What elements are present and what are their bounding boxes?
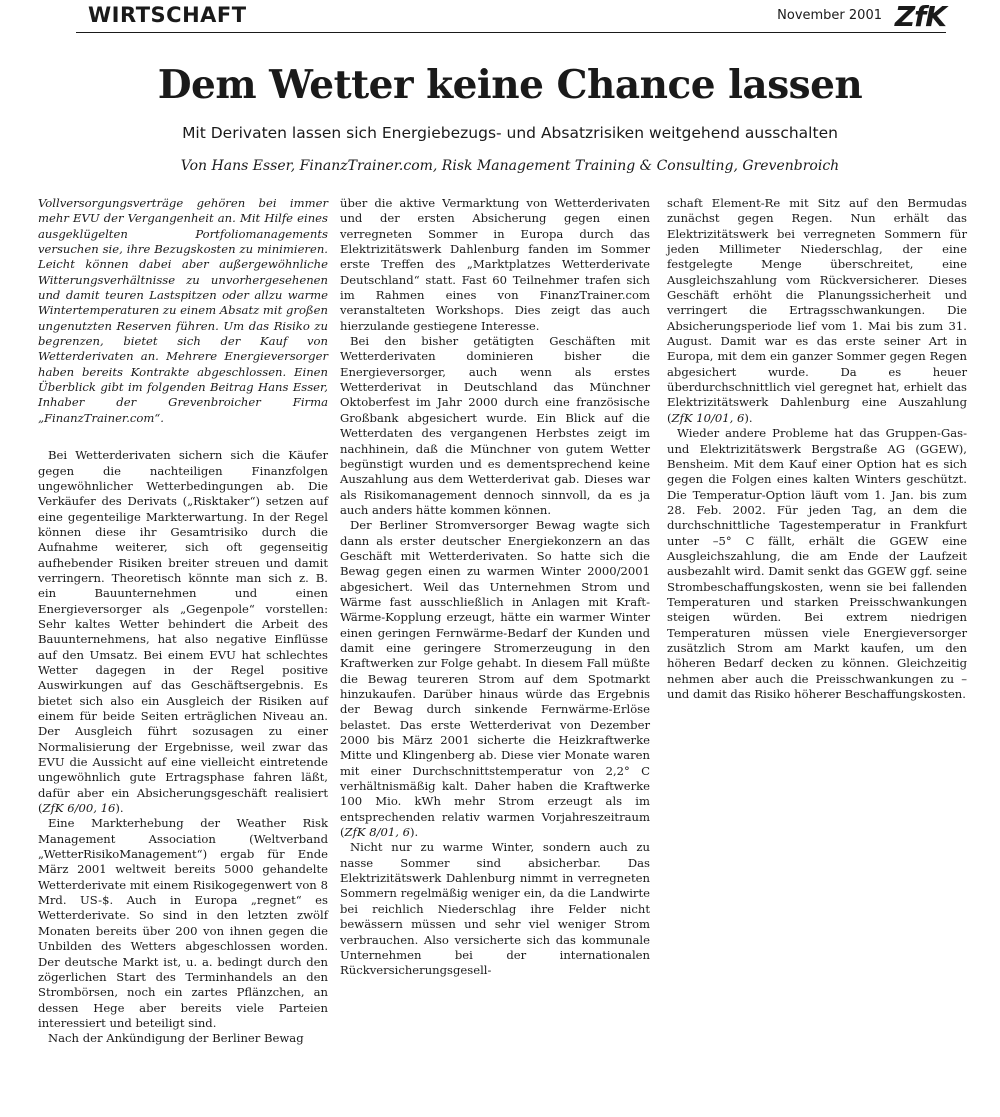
citation: ZfK 8/01, 6 bbox=[344, 825, 411, 840]
article-subtitle: Mit Derivaten lassen sich Energiebezugs- und Absatzrisiken weitgehend ausschalten bbox=[182, 124, 838, 142]
section-label: WIRTSCHAFT bbox=[88, 3, 247, 27]
article-lead: Vollversorgungsverträge gehören bei immer mehr EVU der Vergangenheit an. Mit Hilfe eines ausgeklügelten Portfoliomanagements versuchen sie, ihre Bezugskosten zu minimieren. Leicht können dabei aber außergewöhnliche Witterungsverhältnisse zu unvorhergesehenen und damit teuren Lastspitzen oder allzu warme Wintertemperaturen zu einem Absatz mit großen ungenutzten Reserven führen. Um das Risiko zu begrenzen, bietet sich der Kauf von Wetterderivaten an. Mehrere Energieversorger haben bereits Kontrakte abgeschlossen. Einen Überblick gibt im folgenden Beitrag Hans Esser, Inhaber der Grevenbroicher Firma „FinanzTrainer.com“. bbox=[38, 196, 328, 425]
article-title: Dem Wetter keine Chance lassen bbox=[157, 62, 863, 108]
paragraph: Wieder andere Probleme hat das Gruppen-Gas- und Elektrizitätswerk Bergstraße AG (GGEW), Bensheim. Mit dem Kauf einer Option hat es sich gegen die Folgen eines kalten Winters geschützt. Die Temperatur-Option läuft vom 1. Jan. bis zum 28. Feb. 2002. Für jeden Tag, an dem die durchschnittliche Tagestemperatur in Frankfurt unter –5° C fällt, erhält die GGEW eine Ausgleichszahlung, die am Ende der Laufzeit ausbezahlt wird. Damit senkt das GGEW ggf. seine Strombeschaffungskosten, wenn sie bei fallenden Temperaturen und starken Preisschwankungen steigen würden. Bei extrem niedrigen Temperaturen müssen viele Energieversorger zusätzlich Strom am Markt kaufen, um den höheren Bedarf decken zu können. Gleichzeitig nehmen aber auch die Preisschwankungen zu – und damit das Risiko höherer Beschaffungskosten. bbox=[667, 426, 967, 701]
issue-date: November 2001 bbox=[777, 8, 882, 23]
paragraph: über die aktive Vermarktung von Wetterderivaten und der ersten Absicherung gegen einen verregneten Sommer in Europa durch das Elektrizitätswerk Dahlenburg fanden im Sommer erste Treffen des „Marktplatzes Wetterderivate Deutschland“ statt. Fast 60 Teilnehmer trafen sich im Rahmen eines von FinanzTrainer.com veranstalteten Workshops. Dies zeigt das auch hierzulande gestiegene Interesse. bbox=[340, 196, 650, 333]
paragraph: Eine Markterhebung der Weather Risk Management Association (Weltverband „WetterRisikoManagement“) ergab für Ende März 2001 weltweit bereits 5000 gehandelte Wetterderivate mit einem Risikogegenwert von 8 Mrd. US-$. Auch in Europa „regnet“ es Wetterderivate. So sind in den letzten zwölf Monaten bereits über 200 von ihnen gegen die Unbilden des Wetters abgeschlossen worden. Der deutsche Markt ist, u. a. bedingt durch den zögerlichen Start des Terminhandels an den Strombörsen, noch ein zartes Pflänzchen, an dessen Hege aber bereits viele Parteien interessiert und beteiligt sind. bbox=[38, 816, 328, 1030]
paragraph-text: ). bbox=[115, 801, 124, 816]
publication-logo: ZfK bbox=[894, 0, 946, 33]
column-2 bbox=[340, 196, 650, 979]
citation: ZfK 10/01, 6 bbox=[671, 410, 745, 425]
paragraph-text: Der Berliner Stromversorger Bewag wagte sich dann als erster deutscher Energiekonzern an das Geschäft mit Wetterderivaten. So hatte sich die Bewag gegen einen zu warmen Winter 2000/2001 abgesichert. Weil das Unternehmen Strom und Wärme fast ausschließlich in Anlagen mit Kraft-Wärme-Kopplung erzeugt, hätte ein warmer Winter einen geringen Fernwärme-Bedarf der Kunden und damit eine geringere Stromerzeugung in den Kraftwerken zur Folge gehabt. In diesem Fall müßte die Bewag teureren Strom auf dem Spotmarkt hinzukaufen. Darüber hinaus würde das Ergebnis der Bewag durch sinkende Fernwärme-Erlöse belastet. Das erste Wetterderivat von Dezember 2000 bis März 2001 sicherte die Heizkraftwerke Mitte und Klingenberg ab. Diese vier Monate waren mit einer Durchschnittstemperatur von 2,2° C verhältnismäßig kalt. Daher haben die Kraftwerke 100 Mio. kWh mehr Strom erzeugt als im entsprechenden relativ warmen Vorjahreszeitraum ( bbox=[340, 518, 650, 840]
paragraph bbox=[340, 518, 650, 840]
paragraph-text: schaft Element-Re mit Sitz auf den Bermudas zunächst gegen Regen. Nun erhält das Elektrizitätswerk bei verregneten Sommern für jeden Millimeter Niederschlag, der eine festgelegte Menge überschreitet, eine Ausgleichszahlung vom Rückversicherer. Dieses Geschäft erhöht die Planungssicherheit und verringert die Ertragsschwankungen. Die Absicherungsperiode lief vom 1. Mai bis zum 31. August. Damit war es das erste seiner Art in Europa, mit dem ein ganzer Sommer gegen Regen abgesichert wurde. Da es heuer überdurchschnittlich viel geregnet hat, erhielt das Elektrizitätswerk Dahlenburg eine Auszahlung ( bbox=[667, 196, 967, 425]
paragraph-text: ). bbox=[410, 825, 419, 840]
paragraph: Nach der Ankündigung der Berliner Bewag bbox=[48, 1031, 304, 1046]
page-header bbox=[76, 0, 946, 36]
paragraph bbox=[38, 448, 328, 816]
citation: ZfK 6/00, 16 bbox=[42, 801, 116, 816]
paragraph-text: ). bbox=[744, 410, 753, 425]
paragraph: Nicht nur zu warme Winter, sondern auch zu nasse Sommer sind absicherbar. Das Elektrizitätswerk Dahlenburg nimmt in verregneten Sommern regelmäßig weniger ein, da die Landwirte bei reichlich Niederschlag ihre Felder nicht bewässern müssen und sehr viel weniger Strom verbrauchen. Also versicherte sich das kommunale Unternehmen bei der internationalen Rückversicherungsgesell- bbox=[340, 840, 650, 978]
header-rule bbox=[76, 32, 946, 33]
column-1 bbox=[38, 196, 328, 1047]
paragraph bbox=[667, 196, 967, 426]
paragraph: Bei den bisher getätigten Geschäften mit Wetterderivaten dominieren bisher die Energieversorger, auch wenn als erstes Wetterderivat in Deutschland das Münchner Oktoberfest im Jahr 2000 durch eine französische Großbank abgesichert wurde. Ein Blick auf die Wetterdaten des vergangenen Herbstes zeigt im nachhinein, daß die Münchner von gutem Wetter begünstigt wurden und es dementsprechend keine Auszahlung aus dem Wetterderivat gab. Dieses war als Risikomanagement dennoch sinnvoll, da es ja auch anders hätte kommen können. bbox=[340, 334, 650, 517]
paragraph-text: Bei Wetterderivaten sichern sich die Käufer gegen die nachteiligen Finanzfolgen ungewöhnlicher Wetterbedingungen ab. Die Verkäufer des Derivats („Risktaker“) setzen auf eine gegenteilige Markterwartung. In der Regel können diese ihr Gesamtrisiko durch die Aufnahme weiterer, sich oft gegenseitig aufhebender Risiken breiter streuen und damit verringern. Theoretisch könnte man sich z. B. ein Bauunternehmen und einen Energieversorger als „Gegenpole“ vorstellen: Sehr kaltes Wetter behindert die Arbeit des Bauunternehmens, hat also negative Einflüsse auf den Umsatz. Bei einem EVU hat schlechtes Wetter dagegen in der Regel positive Auswirkungen auf das Geschäftsergebnis. Es bietet sich also ein Ausgleich der Risiken auf einem für beide Seiten erträglichen Niveau an. Der Ausgleich führt sozusagen zu einer Normalisierung der Ergebnisse, weil zwar das EVU die Aussicht auf eine vielleicht eintretende ungewöhnlich gute Ertragsphase fahren läßt, dafür aber ein Absicherungsgeschäft realisiert ( bbox=[38, 448, 328, 816]
column-3 bbox=[667, 196, 967, 702]
article-byline: Von Hans Esser, FinanzTrainer.com, Risk Management Training & Consulting, Grevenbroich bbox=[180, 158, 840, 174]
